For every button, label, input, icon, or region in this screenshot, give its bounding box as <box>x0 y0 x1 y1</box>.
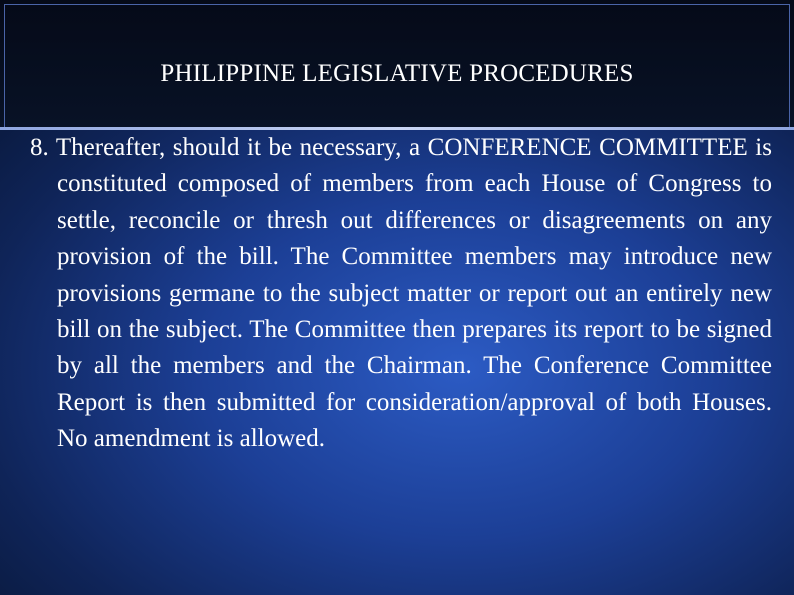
item-number: 8. <box>30 134 49 161</box>
title-frame-top-line <box>4 4 790 5</box>
slide-title: PHILIPPINE LEGISLATIVE PROCEDURES <box>160 60 634 87</box>
title-bar <box>0 0 794 128</box>
slide-body-item <box>30 130 772 458</box>
item-text: Thereafter, should it be necessary, a CONFERENCE COMMITTEE is constituted composed of members from each House of Congress to settle, reconcile or thresh out differences or disagreements on any provision of the bill. The Committee members may introduce new provisions germane to the subject matter or report out an entirely new bill on the subject. The Committee then prepares its report to be signed by all the members and the Chairman. The Conference Committee Report is then submitted for consideration/approval of both Houses. No amendment is allowed. <box>55 134 772 453</box>
